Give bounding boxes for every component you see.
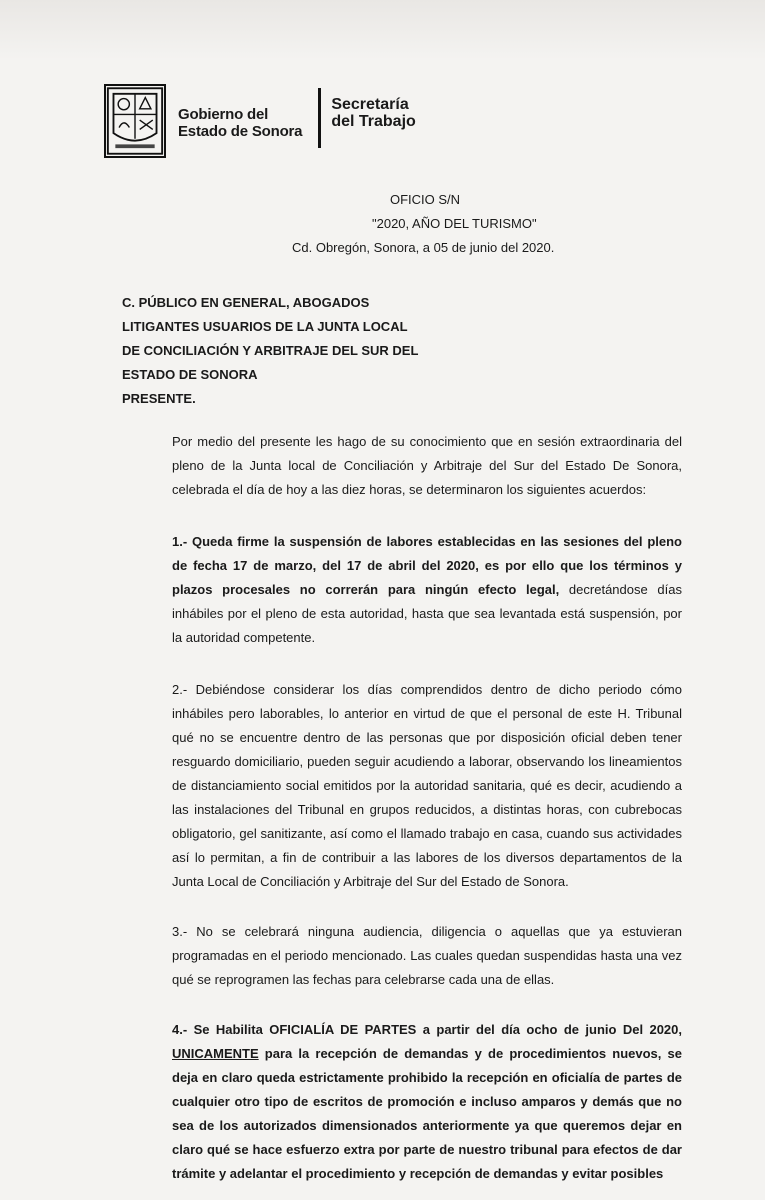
- agreement-1-rest: decretándose días inhábiles por el pleno de esta autoridad, hasta que sea levantada está suspensión, por la autoridad competente.: [172, 582, 682, 645]
- agreement-4-rest: para la recepción de demandas y de procedimientos nuevos, se deja en claro queda estrictamente prohibido la recepción en oficialía de partes de cualquier otro tipo de escritos de promoción e incluso amparos y demás que no sea de los autorizados dimensionados anteriormente ya que queremos dejar en claro qué se hace esfuerzo extra por parte de nuestro tribunal para efectos de dar trámite y adelantar el procedimiento y recepción de demandas y evitar posibles: [172, 1046, 682, 1181]
- addressee-line: C. PÚBLICO EN GENERAL, ABOGADOS: [122, 295, 370, 310]
- agreement-4-underlined: UNICAMENTE: [172, 1046, 259, 1061]
- agreement-4: [122, 1018, 682, 1186]
- sonora-coat-of-arms-icon: [104, 84, 166, 158]
- scan-shadow: [0, 0, 765, 60]
- agreement-2: 2.- Debiéndose considerar los días comprendidos dentro de dicho periodo cómo inhábiles pero laborables, lo anterior en virtud de que el personal de este H. Tribunal qué no se encuentre dentro de las personas que por disposición oficial deben tener resguardo domiciliario, pueden seguir acudiendo a laborar, observando los lineamientos de distanciamiento social emitidos por la autoridad sanitaria, qué es decir, acudiendo a las instalaciones del Tribunal en grupos reducidos, a distintas horas, con cubrebocas obligatorio, gel sanitizante, así como el llamado trabajo en casa, cuando sus actividades así lo permitan, a fin de contribuir a las labores de los diversos departamentos de la Junta Local de Conciliación y Arbitraje del Sur del Estado de Sonora.: [172, 682, 682, 889]
- year-motto: "2020, AÑO DEL TURISMO": [372, 216, 537, 231]
- agreement-4-start: 4.- Se Habilita OFICIALÍA DE PARTES a partir del día ocho de junio Del 2020,: [172, 1022, 682, 1037]
- secretariat-name: [331, 96, 415, 130]
- oficio-number: OFICIO S/N: [390, 192, 461, 207]
- place-date: Cd. Obregón, Sonora, a 05 de junio del 2020.: [292, 240, 555, 255]
- gov-line-1: Gobierno del: [178, 106, 269, 123]
- sec-line-1: Secretaría: [331, 96, 409, 113]
- addressee-line: ESTADO DE SONORA: [122, 367, 258, 382]
- addressee-line: DE CONCILIACIÓN Y ARBITRAJE DEL SUR DEL: [122, 343, 419, 358]
- agreement-1: [122, 530, 682, 650]
- letterhead-divider: [318, 88, 321, 148]
- government-name: [178, 106, 302, 140]
- addressee-line: PRESENTE.: [122, 391, 196, 406]
- agreement-1-bold: 1.- Queda firme la suspensión de labores establecidas en las sesiones del pleno de fecha 17 de marzo, del 17 de abril del 2020, es por ello que los términos y plazos procesales no correrán para ningún efecto legal,: [172, 534, 682, 597]
- agreement-3: 3.- No se celebrará ninguna audiencia, diligencia o aquellas que ya estuvieran programadas en el periodo mencionado. Las cuales quedan suspendidas hasta una vez qué se reprogramen las fechas para celebrarse cada una de ellas.: [172, 924, 682, 987]
- addressee-line: LITIGANTES USUARIOS DE LA JUNTA LOCAL: [122, 319, 408, 334]
- letterhead: [104, 84, 416, 158]
- addressee-block: [122, 291, 418, 411]
- gov-line-2: Estado de Sonora: [178, 123, 303, 140]
- sec-line-2: del Trabajo: [331, 113, 416, 130]
- intro-paragraph: Por medio del presente les hago de su conocimiento que en sesión extraordinaria del pleno de la Junta local de Conciliación y Arbitraje del Sur del Estado De Sonora, celebrada el día de hoy a las diez horas, se determinaron los siguientes acuerdos:: [172, 434, 682, 497]
